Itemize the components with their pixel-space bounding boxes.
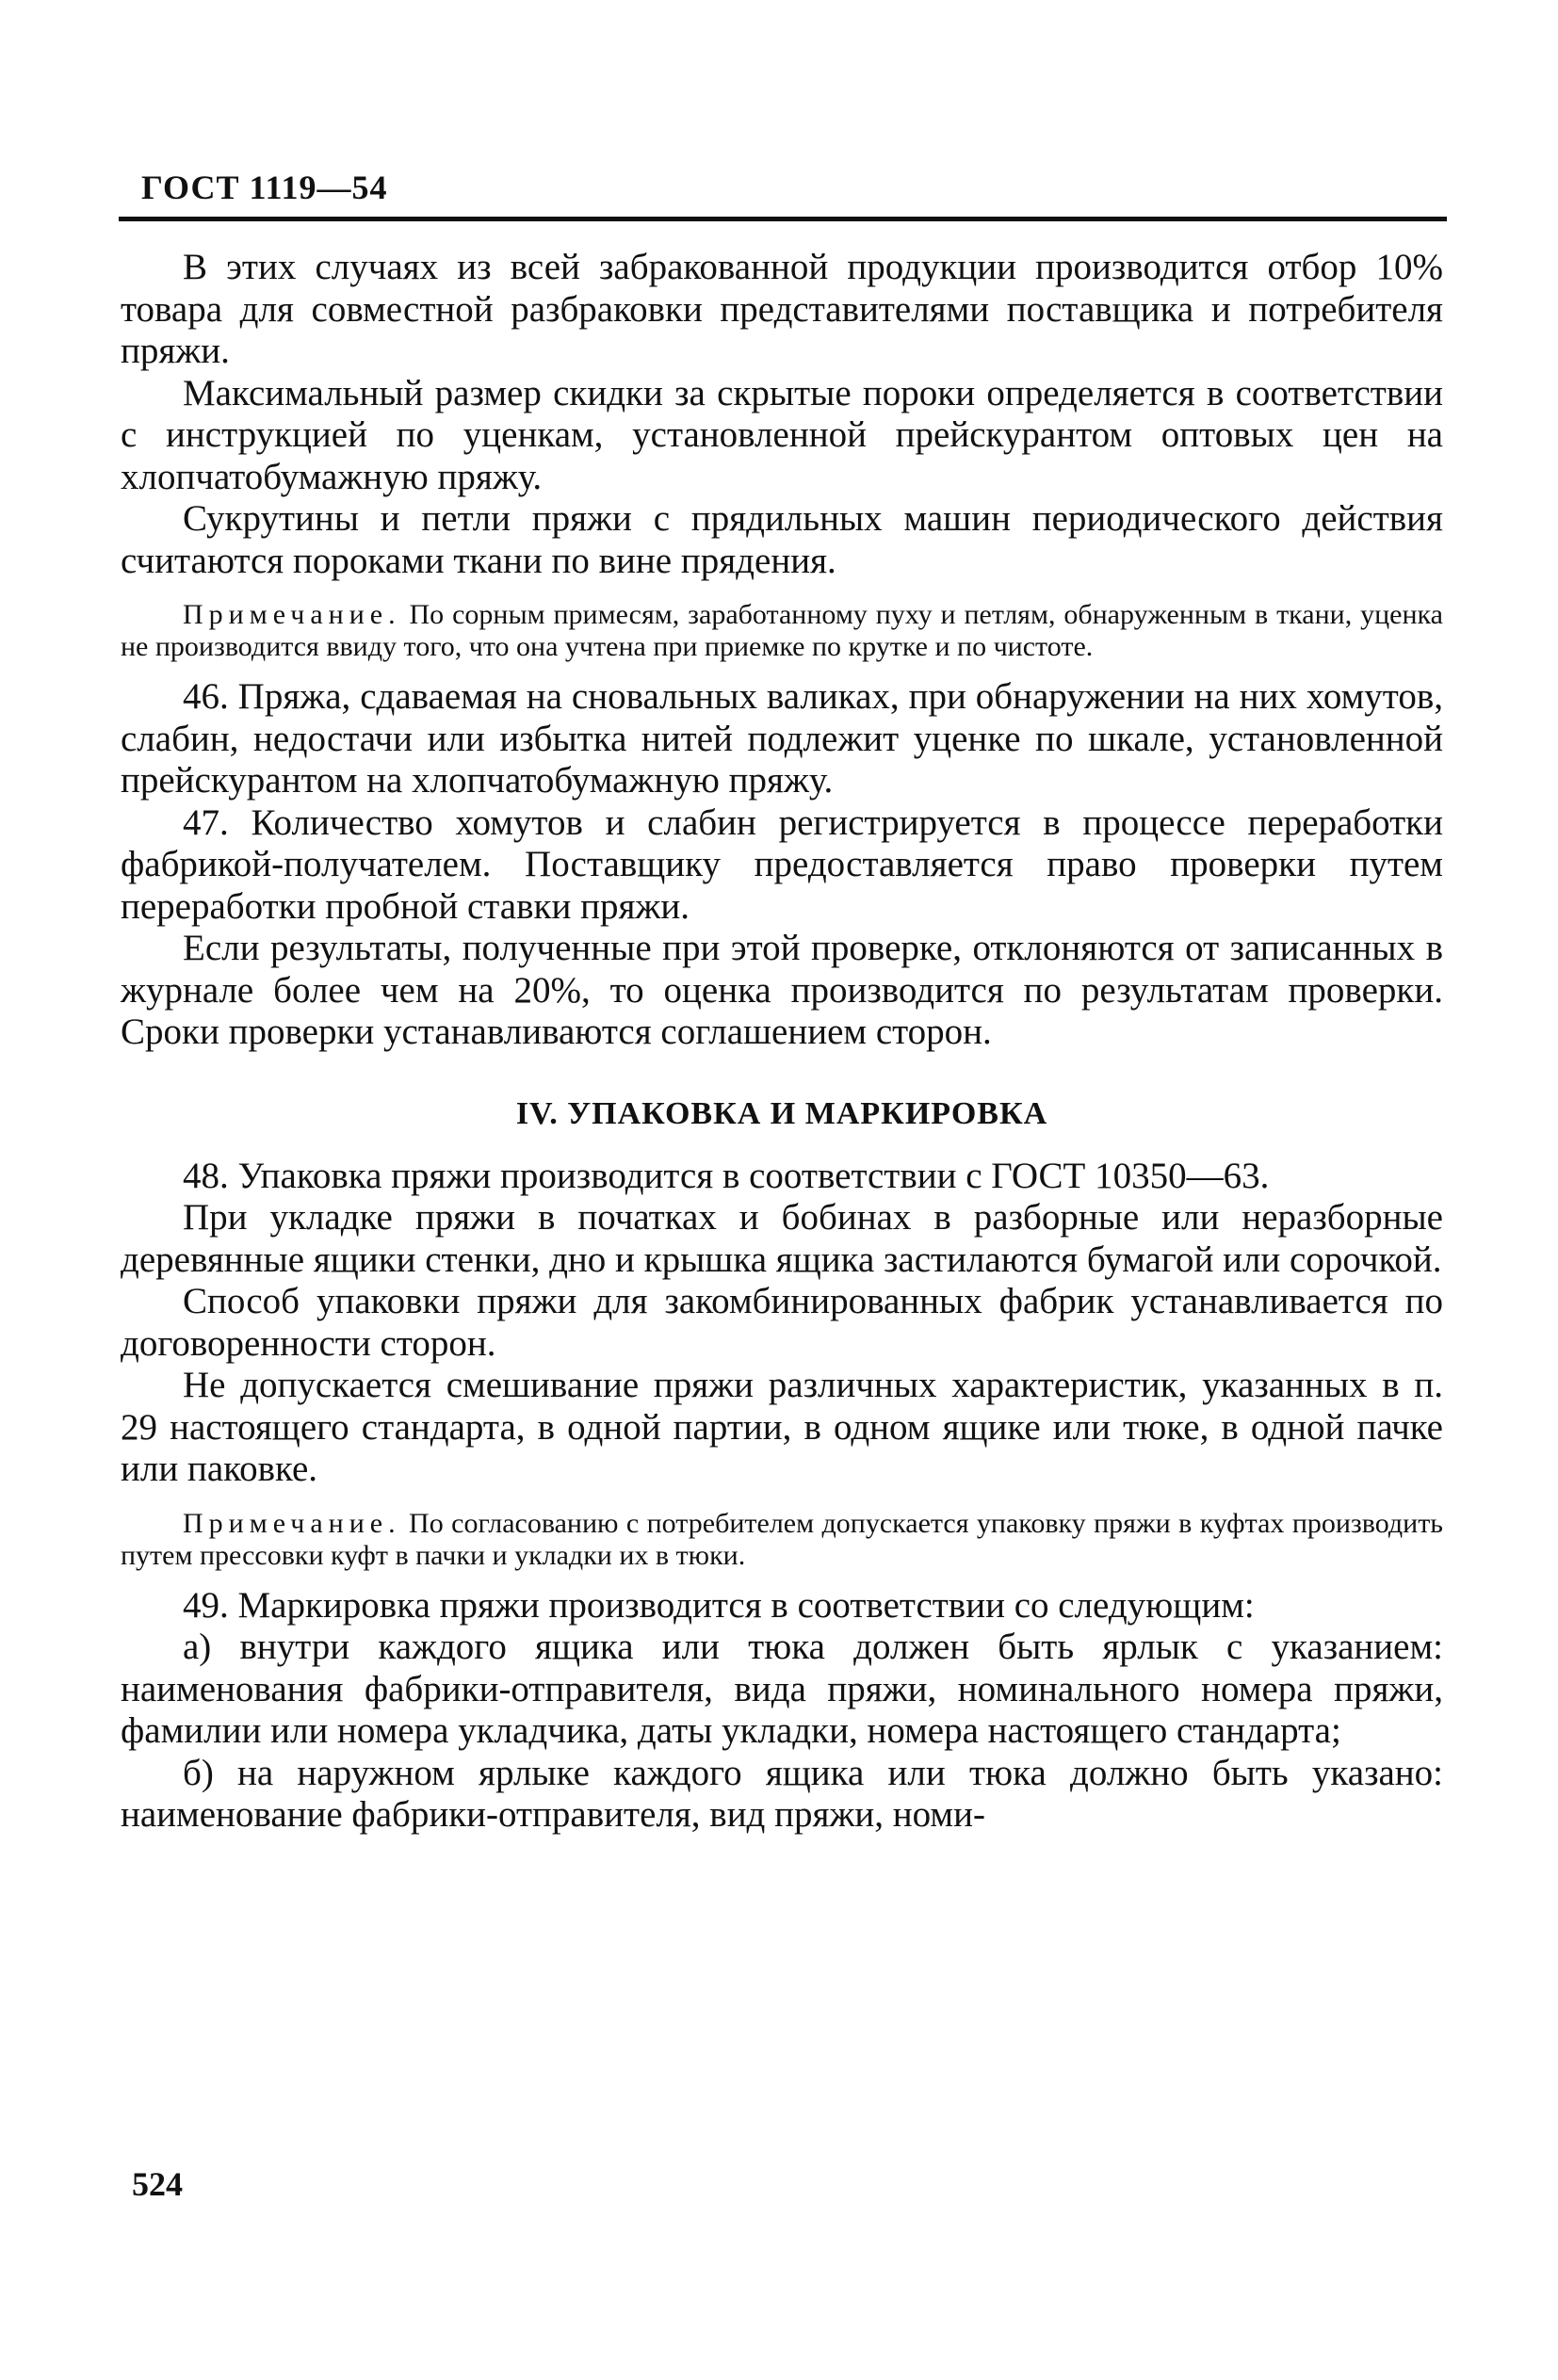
paragraph: Не допускается смешивание пряжи различных характеристик, указанных в п. 29 настоящего стандарта, в одной партии, в одном ящике или тюке, в одной пачке или паковке. — [121, 1365, 1443, 1489]
page-body — [121, 247, 1443, 1837]
page-header: ГОСТ 1119—54 — [141, 169, 388, 206]
page-number: 524 — [132, 2165, 183, 2203]
paragraph: Если результаты, полученные при этой проверке, отклоняются от записанных в журнале более чем на 20%, то оценка производится по результатам проверки. Сроки проверки устанавливаются соглашением сторон. — [121, 928, 1443, 1052]
note — [121, 599, 1443, 663]
paragraph: Способ упаковки пряжи для закомбинированных фабрик устанавливается по договоренности сторон. — [121, 1281, 1443, 1364]
note — [121, 1508, 1443, 1572]
list-item-b: б) на наружном ярлыке каждого ящика или тюка должно быть указано: наименование фабрики-отправителя, вид пряжи, номи- — [121, 1752, 1443, 1835]
paragraph-49: 49. Маркировка пряжи производится в соответствии со следующим: — [183, 1584, 1255, 1626]
note-text: По согласованию с потребителем допускается упаковку пряжи в куфтах производить путем прессовки куфт в пачки и укладки их в тюки. — [121, 1507, 1443, 1571]
paragraph-48: 48. Упаковка пряжи производится в соответствии с ГОСТ 10350—63. — [183, 1155, 1270, 1196]
paragraph: Максимальный размер скидки за скрытые пороки определяется в соответствии с инструкцией по уценкам, установленной прейскурантом оптовых цен на хлопчатобумажную пряжу. — [121, 372, 1443, 497]
note-label: Примечание. — [183, 1507, 401, 1539]
paragraph-47: 47. Количество хомутов и слабин регистрируется в процессе переработки фабрикой-получателем. Поставщику предоставляется право проверки путем переработки пробной ставки пряжи. — [121, 801, 1443, 927]
paragraph: Сукрутины и петли пряжи с прядильных машин периодического действия считаются пороками ткани по вине прядения. — [121, 498, 1443, 581]
paragraph: При укладке пряжи в початках и бобинах в разборные или неразборные деревянные ящики стенки, дно и крышка ящика застилаются бумагой или сорочкой. — [121, 1197, 1443, 1280]
note-label: Примечание. — [183, 599, 401, 630]
section-title: IV. УПАКОВКА И МАРКИРОВКА — [515, 1095, 1048, 1131]
paragraph: В этих случаях из всей забракованной продукции производится отбор 10% товара для совместной разбраковки представителями поставщика и потребителя пряжи. — [121, 247, 1443, 371]
list-item-a: а) внутри каждого ящика или тюка должен быть ярлык с указанием: наименования фабрики-отправителя, вида пряжи, номинального номера пряжи, фамилии или номера укладчика, даты укладки, номера настоящего стандарта; — [121, 1627, 1443, 1751]
header-rule — [119, 217, 1447, 221]
note-text: По сорным примесям, заработанному пуху и петлям, обнаруженным в ткани, уценка не производится ввиду того, что она учтена при приемке по крутке и по чистоте. — [121, 599, 1443, 662]
paragraph-46: 46. Пряжа, сдаваемая на сновальных валиках, при обнаружении на них хомутов, слабин, недостачи или избытка нитей подлежит уценке по шкале, установленной прейскурантом на хлопчатобумажную пряжу. — [121, 676, 1443, 801]
